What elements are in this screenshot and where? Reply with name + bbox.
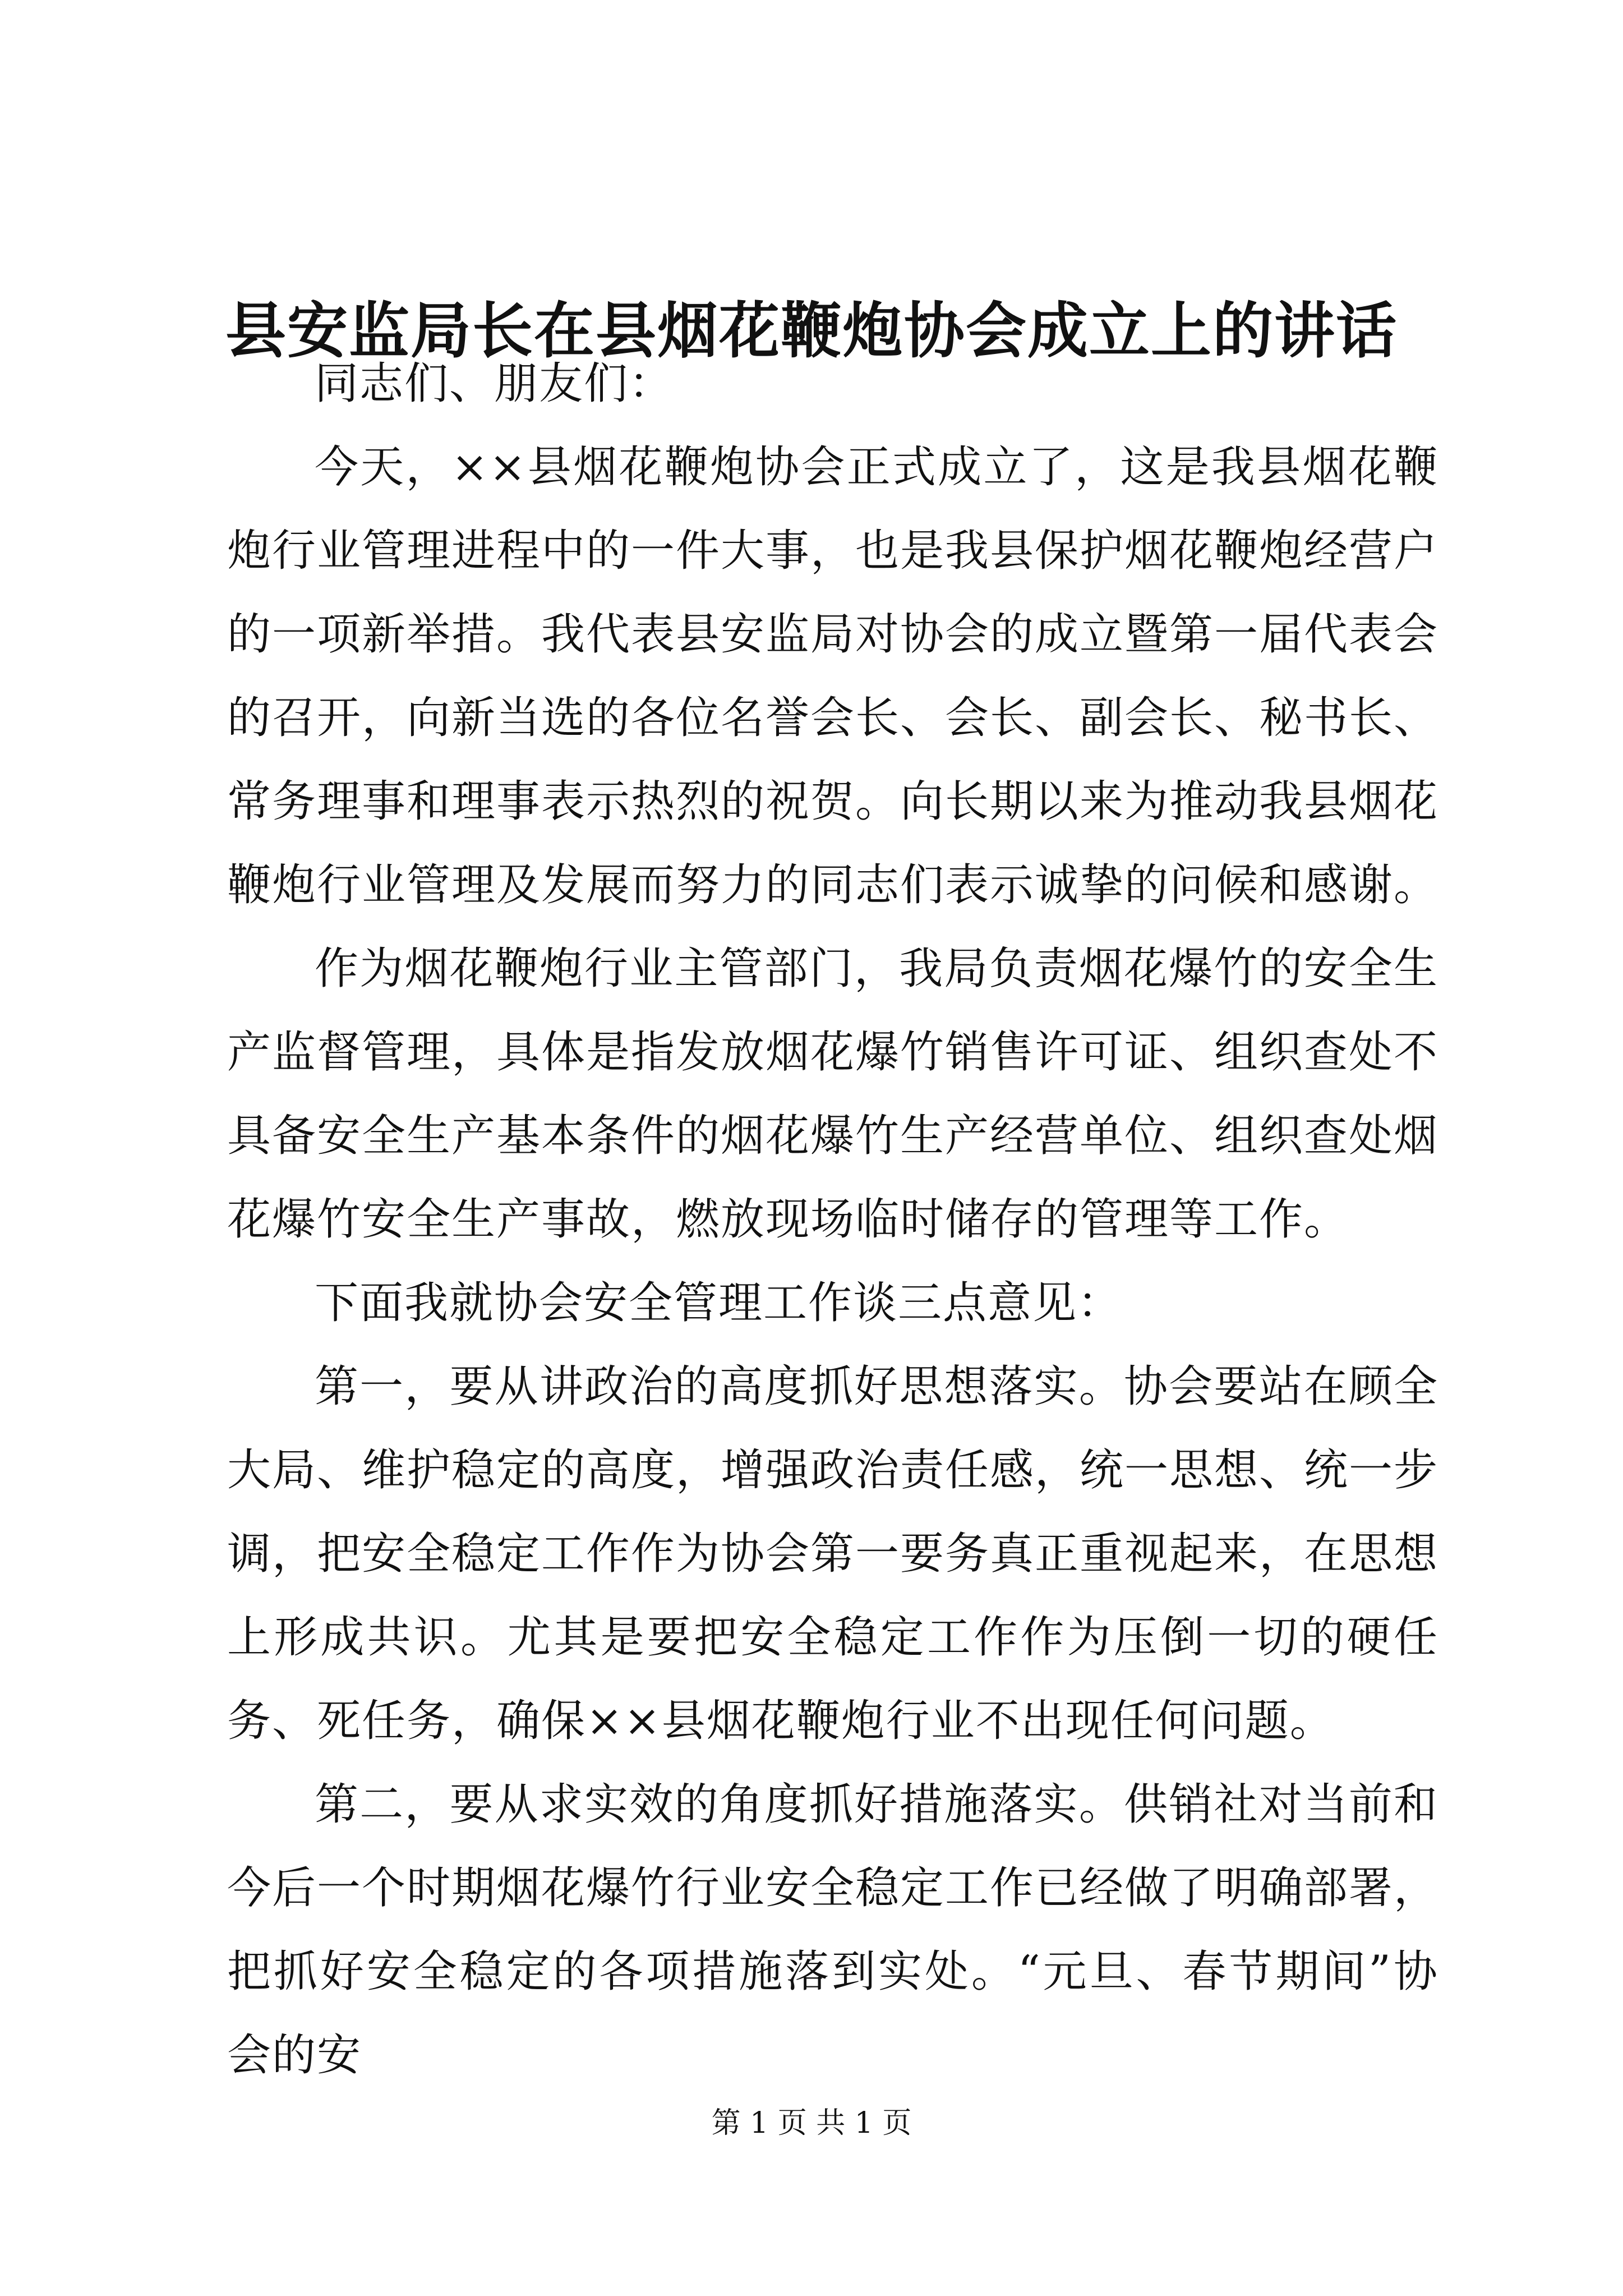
- paragraph: 下面我就协会安全管理工作谈三点意见：: [315, 1278, 1123, 1328]
- paragraph: 今天，××县烟花鞭炮协会正式成立了，这是我县烟花鞭炮行业管理进程中的一件大事，也是我县保护烟花鞭炮经营户的一项新举措。我代表县安监局对协会的成立暨第一届代表会的召开，向新当选的各位名誉会长、会长、副会长、秘书长、常务理事和理事表示热烈的祝贺。向长期以来为推动我县烟花鞭炮行业管理及发展而努力的同志们表示诚挚的问候和感谢。: [227, 442, 1439, 910]
- document-body: [227, 342, 1438, 2097]
- salutation-paragraph: 同志们、朋友们：: [315, 358, 674, 409]
- paragraph: 第一，要从讲政治的高度抓好思想落实。协会要站在顾全大局、维护稳定的高度，增强政治责任感，统一思想、统一步调，把安全稳定工作作为协会第一要务真正重视起来，在思想上形成共识。尤其是要把安全稳定工作作为压倒一切的硬任务、死任务，确保××县烟花鞭炮行业不出现任何问题。: [227, 1361, 1439, 1746]
- page-footer: 第 1 页 共 1 页: [711, 2106, 912, 2140]
- document-title: 县安监局长在县烟花鞭炮协会成立上的讲话: [225, 296, 1398, 366]
- paragraph: 第二，要从求实效的角度抓好措施落实。供销社对当前和今后一个时期烟花爆竹行业安全稳定工作已经做了明确部署，把抓好安全稳定的各项措施落到实处。“元旦、春节期间”协会的安: [227, 1779, 1439, 2081]
- paragraph: 作为烟花鞭炮行业主管部门，我局负责烟花爆竹的安全生产监督管理，具体是指发放烟花爆竹销售许可证、组织查处不具备安全生产基本条件的烟花爆竹生产经营单位、组织查处烟花爆竹安全生产事故，燃放现场临时储存的管理等工作。: [227, 944, 1439, 1245]
